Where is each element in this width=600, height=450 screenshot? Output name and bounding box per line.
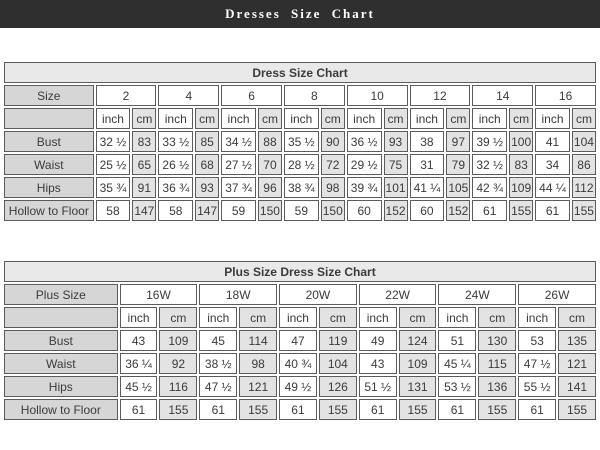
inch-value-cell: 47 ½: [518, 353, 556, 374]
inch-unit-cell: inch: [347, 108, 382, 129]
measurement-label: Hollow to Floor: [4, 200, 94, 221]
cm-value-cell: 155: [399, 399, 437, 420]
measurement-label: Waist: [4, 154, 94, 175]
cm-unit-cell: cm: [509, 108, 533, 129]
inch-value-cell: 26 ½: [158, 154, 193, 175]
inch-value-cell: 41 ¼: [410, 177, 445, 198]
cm-unit-cell: cm: [159, 307, 197, 328]
cm-value-cell: 155: [558, 399, 596, 420]
cm-value-cell: 119: [319, 330, 357, 351]
cm-value-cell: 152: [384, 200, 408, 221]
cm-value-cell: 126: [319, 376, 357, 397]
size-cell: 4: [158, 85, 219, 106]
inch-value-cell: 45 ¼: [438, 353, 476, 374]
inch-value-cell: 45: [199, 330, 237, 351]
inch-unit-cell: inch: [518, 307, 556, 328]
inch-value-cell: 28 ½: [284, 154, 319, 175]
cm-unit-cell: cm: [572, 108, 596, 129]
inch-value-cell: 38: [410, 131, 445, 152]
cm-value-cell: 105: [446, 177, 470, 198]
inch-value-cell: 61: [438, 399, 476, 420]
size-cell: 10: [347, 85, 408, 106]
size-cell: 22W: [359, 284, 437, 305]
unit-row-spacer: [4, 108, 94, 129]
size-cell: 14: [472, 85, 533, 106]
measurement-label: Hollow to Floor: [4, 399, 118, 420]
cm-unit-cell: cm: [195, 108, 219, 129]
inch-unit-cell: inch: [199, 307, 237, 328]
unit-header-row: [4, 307, 596, 328]
measurement-row: [4, 376, 596, 397]
inch-value-cell: 53 ½: [438, 376, 476, 397]
size-cell: 16: [535, 85, 596, 106]
cm-unit-cell: cm: [258, 108, 282, 129]
inch-value-cell: 43: [359, 353, 397, 374]
inch-value-cell: 41: [535, 131, 570, 152]
cm-value-cell: 104: [319, 353, 357, 374]
page-title: Dresses Size Chart: [225, 6, 375, 21]
cm-value-cell: 155: [159, 399, 197, 420]
inch-value-cell: 51: [438, 330, 476, 351]
inch-value-cell: 33 ½: [158, 131, 193, 152]
inch-unit-cell: inch: [438, 307, 476, 328]
measurement-row: [4, 131, 596, 152]
cm-unit-cell: cm: [319, 307, 357, 328]
cm-value-cell: 141: [558, 376, 596, 397]
inch-value-cell: 35 ¾: [96, 177, 131, 198]
inch-value-cell: 31: [410, 154, 445, 175]
cm-value-cell: 155: [509, 200, 533, 221]
cm-value-cell: 83: [132, 131, 156, 152]
size-header-row: [4, 284, 596, 305]
inch-value-cell: 58: [96, 200, 131, 221]
cm-value-cell: 115: [478, 353, 516, 374]
inch-value-cell: 49 ½: [279, 376, 317, 397]
cm-unit-cell: cm: [399, 307, 437, 328]
cm-value-cell: 79: [446, 154, 470, 175]
cm-value-cell: 91: [132, 177, 156, 198]
size-cell: 18W: [199, 284, 277, 305]
inch-unit-cell: inch: [284, 108, 319, 129]
cm-value-cell: 124: [399, 330, 437, 351]
inch-unit-cell: inch: [120, 307, 158, 328]
inch-value-cell: 61: [518, 399, 556, 420]
measurement-label: Hips: [4, 376, 118, 397]
inch-value-cell: 44 ¼: [535, 177, 570, 198]
inch-unit-cell: inch: [221, 108, 256, 129]
cm-value-cell: 150: [258, 200, 282, 221]
cm-value-cell: 150: [321, 200, 345, 221]
inch-value-cell: 61: [120, 399, 158, 420]
cm-value-cell: 147: [132, 200, 156, 221]
cm-value-cell: 109: [399, 353, 437, 374]
cm-value-cell: 155: [319, 399, 357, 420]
measurement-label: Bust: [4, 131, 94, 152]
cm-value-cell: 109: [509, 177, 533, 198]
cm-unit-cell: cm: [132, 108, 156, 129]
inch-value-cell: 36 ¾: [158, 177, 193, 198]
cm-value-cell: 131: [399, 376, 437, 397]
cm-value-cell: 90: [321, 131, 345, 152]
inch-value-cell: 60: [347, 200, 382, 221]
table-title: Dress Size Chart: [4, 62, 596, 83]
cm-unit-cell: cm: [321, 108, 345, 129]
inch-value-cell: 53: [518, 330, 556, 351]
cm-value-cell: 121: [558, 353, 596, 374]
inch-value-cell: 36 ¼: [120, 353, 158, 374]
cm-value-cell: 135: [558, 330, 596, 351]
table-title-row: [4, 261, 596, 282]
inch-value-cell: 38 ¾: [284, 177, 319, 198]
inch-value-cell: 61: [472, 200, 507, 221]
inch-value-cell: 35 ½: [284, 131, 319, 152]
measurement-row: [4, 200, 596, 221]
cm-value-cell: 72: [321, 154, 345, 175]
cm-value-cell: 112: [572, 177, 596, 198]
size-cell: 16W: [120, 284, 198, 305]
inch-value-cell: 47 ½: [199, 376, 237, 397]
unit-header-row: [4, 108, 596, 129]
size-charts-area: [0, 60, 600, 422]
inch-value-cell: 45 ½: [120, 376, 158, 397]
page-header-bar: [0, 0, 600, 28]
cm-value-cell: 121: [239, 376, 277, 397]
unit-row-spacer: [4, 307, 118, 328]
inch-value-cell: 27 ½: [221, 154, 256, 175]
cm-value-cell: 97: [446, 131, 470, 152]
inch-value-cell: 47: [279, 330, 317, 351]
inch-value-cell: 60: [410, 200, 445, 221]
cm-value-cell: 147: [195, 200, 219, 221]
inch-value-cell: 32 ½: [96, 131, 131, 152]
table-title: Plus Size Dress Size Chart: [4, 261, 596, 282]
inch-unit-cell: inch: [472, 108, 507, 129]
cm-value-cell: 101: [384, 177, 408, 198]
cm-value-cell: 98: [321, 177, 345, 198]
cm-unit-cell: cm: [384, 108, 408, 129]
cm-value-cell: 98: [239, 353, 277, 374]
size-header-label: Plus Size: [4, 284, 118, 305]
inch-value-cell: 61: [279, 399, 317, 420]
inch-unit-cell: inch: [359, 307, 397, 328]
cm-value-cell: 88: [258, 131, 282, 152]
cm-value-cell: 155: [239, 399, 277, 420]
inch-value-cell: 42 ¾: [472, 177, 507, 198]
measurement-row: [4, 177, 596, 198]
cm-value-cell: 100: [509, 131, 533, 152]
inch-value-cell: 61: [359, 399, 397, 420]
cm-value-cell: 104: [572, 131, 596, 152]
inch-value-cell: 34 ½: [221, 131, 256, 152]
inch-value-cell: 61: [199, 399, 237, 420]
cm-value-cell: 92: [159, 353, 197, 374]
measurement-label: Waist: [4, 353, 118, 374]
cm-value-cell: 130: [478, 330, 516, 351]
cm-value-cell: 93: [384, 131, 408, 152]
measurement-row: [4, 353, 596, 374]
cm-unit-cell: cm: [446, 108, 470, 129]
inch-value-cell: 55 ½: [518, 376, 556, 397]
cm-unit-cell: cm: [239, 307, 277, 328]
cm-value-cell: 152: [446, 200, 470, 221]
inch-value-cell: 59: [221, 200, 256, 221]
measurement-row: [4, 330, 596, 351]
size-header-row: [4, 85, 596, 106]
measurement-row: [4, 154, 596, 175]
size-cell: 26W: [518, 284, 596, 305]
inch-unit-cell: inch: [96, 108, 131, 129]
inch-value-cell: 61: [535, 200, 570, 221]
inch-value-cell: 37 ¾: [221, 177, 256, 198]
cm-value-cell: 116: [159, 376, 197, 397]
cm-value-cell: 75: [384, 154, 408, 175]
cm-value-cell: 96: [258, 177, 282, 198]
cm-value-cell: 70: [258, 154, 282, 175]
size-cell: 20W: [279, 284, 357, 305]
inch-value-cell: 34: [535, 154, 570, 175]
inch-value-cell: 51 ½: [359, 376, 397, 397]
inch-value-cell: 25 ½: [96, 154, 131, 175]
inch-unit-cell: inch: [279, 307, 317, 328]
size-header-label: Size: [4, 85, 94, 106]
cm-value-cell: 136: [478, 376, 516, 397]
size-cell: 2: [96, 85, 157, 106]
inch-value-cell: 59: [284, 200, 319, 221]
cm-value-cell: 65: [132, 154, 156, 175]
inch-unit-cell: inch: [535, 108, 570, 129]
dress-size-chart-table: [2, 60, 598, 223]
cm-value-cell: 68: [195, 154, 219, 175]
cm-value-cell: 155: [572, 200, 596, 221]
size-cell: 24W: [438, 284, 516, 305]
cm-unit-cell: cm: [558, 307, 596, 328]
inch-value-cell: 39 ½: [472, 131, 507, 152]
size-cell: 6: [221, 85, 282, 106]
cm-value-cell: 85: [195, 131, 219, 152]
plus-size-dress-size-chart-table: [2, 259, 598, 422]
inch-unit-cell: inch: [158, 108, 193, 129]
inch-value-cell: 40 ¾: [279, 353, 317, 374]
measurement-row: [4, 399, 596, 420]
inch-value-cell: 29 ½: [347, 154, 382, 175]
inch-value-cell: 58: [158, 200, 193, 221]
inch-value-cell: 32 ½: [472, 154, 507, 175]
inch-value-cell: 49: [359, 330, 397, 351]
measurement-label: Bust: [4, 330, 118, 351]
inch-value-cell: 38 ½: [199, 353, 237, 374]
inch-unit-cell: inch: [410, 108, 445, 129]
size-cell: 12: [410, 85, 471, 106]
cm-value-cell: 114: [239, 330, 277, 351]
cm-value-cell: 155: [478, 399, 516, 420]
inch-value-cell: 43: [120, 330, 158, 351]
measurement-label: Hips: [4, 177, 94, 198]
size-cell: 8: [284, 85, 345, 106]
cm-value-cell: 83: [509, 154, 533, 175]
cm-value-cell: 86: [572, 154, 596, 175]
inch-value-cell: 39 ¾: [347, 177, 382, 198]
cm-value-cell: 93: [195, 177, 219, 198]
inch-value-cell: 36 ½: [347, 131, 382, 152]
table-title-row: [4, 62, 596, 83]
cm-unit-cell: cm: [478, 307, 516, 328]
cm-value-cell: 109: [159, 330, 197, 351]
